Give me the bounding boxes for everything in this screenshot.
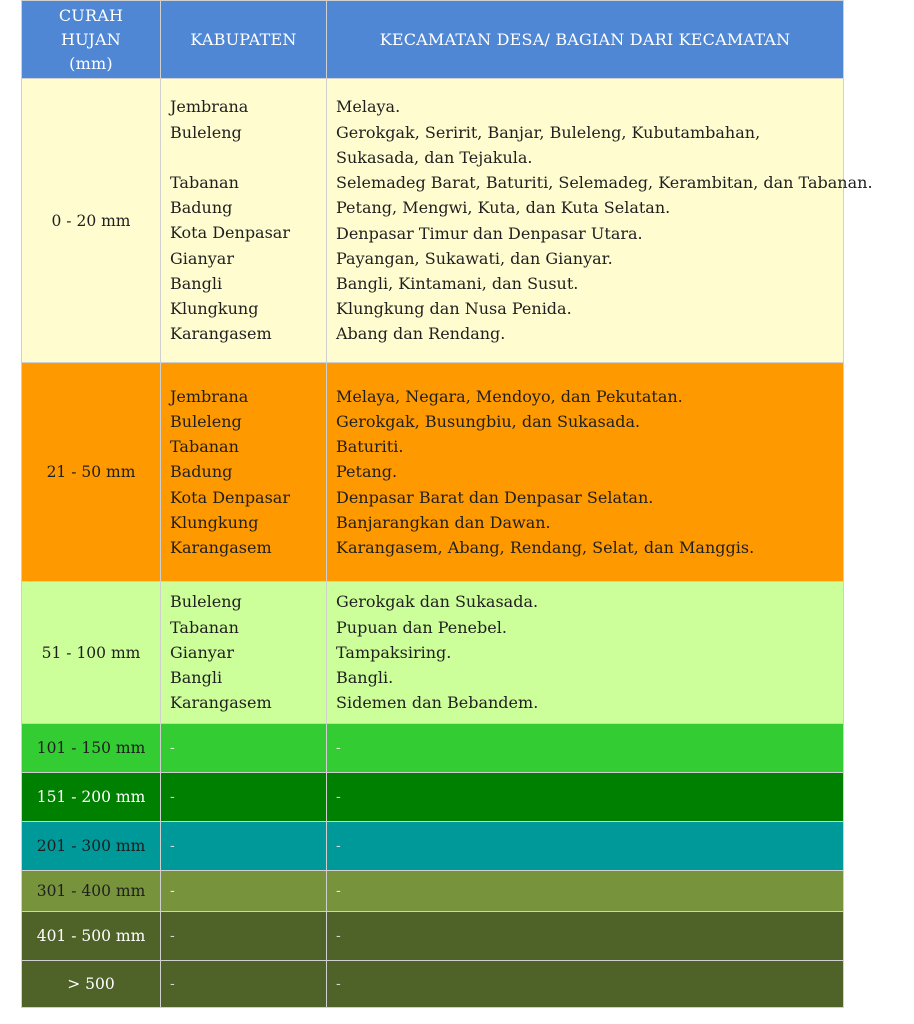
header-curah-hujan: CURAH HUJAN (mm): [22, 1, 161, 79]
kecamatan-item: Petang, Mengwi, Kuta, dan Kuta Selatan.: [336, 198, 671, 218]
table-row: [22, 822, 844, 871]
rainfall-range: 401 - 500 mm: [22, 912, 161, 961]
header-kabupaten: KABUPATEN: [161, 1, 327, 79]
kabupaten-item: Karangasem: [170, 538, 272, 557]
rainfall-range: 201 - 300 mm: [22, 822, 161, 871]
kecamatan-item: Tampaksiring.: [336, 642, 452, 662]
kabupaten-item: Tabanan: [170, 437, 239, 457]
kabupaten-item: Gianyar: [170, 248, 234, 268]
kabupaten-list: [161, 79, 327, 363]
kabupaten-item: Bangli: [170, 273, 223, 293]
kabupaten-item: Buleleng: [170, 411, 242, 431]
table-row: [22, 582, 844, 724]
kecamatan-item: Payangan, Sukawati, dan Gianyar.: [336, 248, 613, 268]
kabupaten-empty: -: [161, 822, 327, 871]
kabupaten-item: Klungkung: [170, 299, 259, 319]
table-row: [22, 79, 844, 363]
kecamatan-item: Klungkung dan Nusa Penida.: [336, 299, 572, 319]
kecamatan-item: Abang dan Rendang.: [336, 324, 506, 344]
kecamatan-item: Bangli.: [336, 668, 394, 688]
kecamatan-list: [327, 363, 844, 582]
kabupaten-item: Jembrana: [170, 386, 249, 406]
rainfall-range: 0 - 20 mm: [22, 79, 161, 363]
kecamatan-item: Bangli, Kintamani, dan Susut.: [336, 273, 579, 293]
kabupaten-item: Buleleng: [170, 592, 242, 612]
kabupaten-item: Tabanan: [170, 617, 239, 637]
kabupaten-item: Badung: [170, 462, 233, 482]
kecamatan-item: Denpasar Timur dan Denpasar Utara.: [336, 223, 643, 243]
kecamatan-item: Sidemen dan Bebandem.: [336, 693, 539, 713]
kabupaten-item: Kota Denpasar: [170, 223, 290, 243]
table-header-row: [22, 1, 844, 79]
rainfall-range: 101 - 150 mm: [22, 724, 161, 773]
kecamatan-list: [327, 79, 873, 363]
kabupaten-item: Gianyar: [170, 642, 234, 662]
kecamatan-item: Banjarangkan dan Dawan.: [336, 512, 551, 532]
kecamatan-item: Melaya.: [336, 97, 401, 117]
kecamatan-item: Gerokgak, Busungbiu, dan Sukasada.: [336, 411, 641, 431]
kecamatan-item: Gerokgak, Seririt, Banjar, Buleleng, Kubutambahan, Sukasada, dan Tejakula.: [336, 122, 761, 167]
rainfall-range: > 500: [22, 961, 161, 1008]
kecamatan-item: Pupuan dan Penebel.: [336, 617, 507, 637]
kecamatan-item: Gerokgak dan Sukasada.: [336, 592, 539, 612]
kabupaten-item: Kota Denpasar: [170, 487, 290, 507]
kecamatan-item: Denpasar Barat dan Denpasar Selatan.: [336, 487, 654, 507]
kabupaten-item: Karangasem: [170, 324, 272, 344]
kabupaten-list: [161, 582, 327, 724]
kecamatan-empty: -: [327, 724, 844, 773]
kecamatan-item: Karangasem, Abang, Rendang, Selat, dan Manggis.: [336, 538, 755, 557]
kecamatan-item: Baturiti.: [336, 437, 404, 457]
kabupaten-empty: -: [161, 871, 327, 912]
kabupaten-empty: -: [161, 724, 327, 773]
rainfall-range: 301 - 400 mm: [22, 871, 161, 912]
rainfall-range: 151 - 200 mm: [22, 773, 161, 822]
kabupaten-item: Tabanan: [170, 173, 239, 193]
spacer: [170, 145, 320, 170]
kecamatan-item: Selemadeg Barat, Baturiti, Selemadeg, Kerambitan, dan Tabanan.: [336, 173, 873, 193]
kabupaten-item: Klungkung: [170, 512, 259, 532]
kecamatan-item: Petang.: [336, 462, 398, 482]
table-row: [22, 363, 844, 582]
kabupaten-item: Badung: [170, 198, 233, 218]
kabupaten-empty: -: [161, 961, 327, 1008]
rainfall-table: [21, 0, 873, 1008]
kecamatan-empty: -: [327, 961, 844, 1008]
table-row: [22, 773, 844, 822]
kabupaten-item: Karangasem: [170, 693, 272, 713]
kecamatan-item: Melaya, Negara, Mendoyo, dan Pekutatan.: [336, 386, 683, 406]
kecamatan-empty: -: [327, 871, 844, 912]
kabupaten-empty: -: [161, 773, 327, 822]
table-row: [22, 912, 844, 961]
table-row: [22, 961, 844, 1008]
kabupaten-item: Jembrana: [170, 97, 249, 117]
rainfall-range: 51 - 100 mm: [22, 582, 161, 724]
kabupaten-list: [161, 363, 327, 582]
rainfall-range: 21 - 50 mm: [22, 363, 161, 582]
kecamatan-list: [327, 582, 844, 724]
kecamatan-empty: -: [327, 773, 844, 822]
table-row: [22, 871, 844, 912]
kabupaten-item: Bangli: [170, 668, 223, 688]
kecamatan-empty: -: [327, 912, 844, 961]
table-row: [22, 724, 844, 773]
kecamatan-empty: -: [327, 822, 844, 871]
kabupaten-empty: -: [161, 912, 327, 961]
header-kecamatan: KECAMATAN DESA/ BAGIAN DARI KECAMATAN: [327, 1, 844, 79]
kabupaten-item: Buleleng: [170, 122, 242, 142]
